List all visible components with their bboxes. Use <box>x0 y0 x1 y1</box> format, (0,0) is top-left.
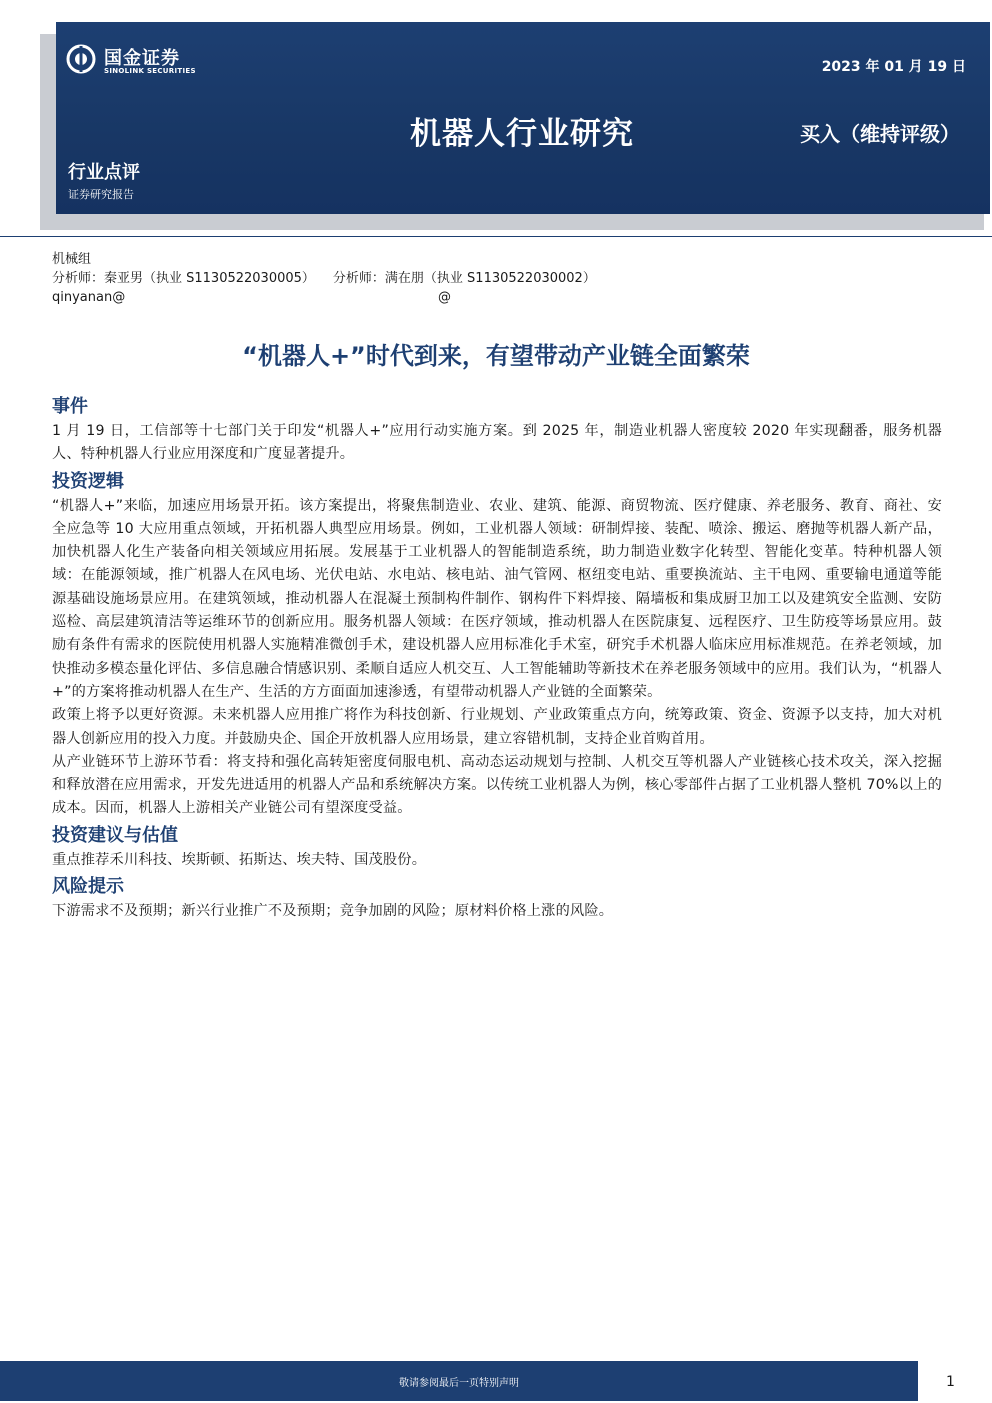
section-title: 风险提示 <box>52 876 124 898</box>
section-recommendation <box>52 823 942 872</box>
footer-disclaimer-notice: 敬请参阅最后一页特别声明 <box>399 1378 519 1389</box>
section-investment-logic <box>52 469 942 821</box>
investment-rating: 买入（维持评级） <box>800 122 960 146</box>
analyst-line <box>52 269 596 288</box>
analyst-email-2[interactable]: @ <box>438 290 451 305</box>
company-logo <box>66 44 216 80</box>
analyst-1: 分析师：秦亚男（执业 S1130522030005） <box>52 271 315 286</box>
report-title: 机器人行业研究 <box>410 116 634 152</box>
analyst-2: 分析师：满在朋（执业 S1130522030002） <box>332 271 596 286</box>
report-category: 行业点评 <box>68 162 140 183</box>
header-divider <box>0 236 992 237</box>
analyst-info <box>52 250 596 307</box>
section-title: 投资逻辑 <box>52 470 124 492</box>
section-title: 事件 <box>52 396 88 417</box>
paragraph: 从产业链环节上游环节看：将支持和强化高转矩密度伺服电机、高动态运动规划与控制、人机交互等机器人产业链核心技术攻关，深入挖掘和释放潜在应用需求，开发先进适用的机器人产品和系统解决方案。以传统工业机器人为例，核心零部件占据了工业机器人整机 70%以上的成本。因而，机器人上游相关产业链公司有望深度受益。 <box>52 753 942 817</box>
analyst-email-1[interactable]: qinyanan@ <box>52 290 126 305</box>
paragraph: 1 月 19 日，工信部等十七部门关于印发“机器人+”应用行动实施方案。到 2025 年，制造业机器人密度较 2020 年实现翻番，服务机器人、特种机器人行业应用深度和广度显著提升。 <box>52 423 942 463</box>
logo-english-name: SINOLINK SECURITIES <box>104 67 196 75</box>
report-headline: “机器人+”时代到来，有望带动产业链全面繁荣 <box>242 342 750 370</box>
paragraph: 政策上将予以更好资源。未来机器人应用推广将作为科技创新、行业规划、产业政策重点方向，统筹政策、资金、资源予以支持，加大对机器人创新应用的投入力度。并鼓励央企、国企开放机器人应用场景，建立容错机制，支持企业首购首用。 <box>52 707 942 747</box>
section-risks <box>52 874 942 923</box>
report-date: 2023 年 01 月 19 日 <box>821 59 966 75</box>
paragraph: 下游需求不及预期；新兴行业推广不及预期；竞争加剧的风险；原材料价格上涨的风险。 <box>52 903 614 920</box>
report-header-banner <box>56 22 990 214</box>
sinolink-logo-icon <box>66 44 96 74</box>
report-type: 证券研究报告 <box>68 188 134 201</box>
paragraph: “机器人+”来临，加速应用场景开拓。该方案提出，将聚焦制造业、农业、建筑、能源、商贸物流、医疗健康、养老服务、教育、商社、安全应急等 10 大应用重点领域，开拓机器人典型应用场景。例如，工业机器人领域：研制焊接、装配、喷涂、搬运、磨抛等机器人新产品，加快机器人化生产装备向相关领域应用拓展。发展基于工业机器人的智能制造系统，助力制造业数字化转型、智能化变革。特种机器人领域：在能源领域，推广机器人在风电场、光伏电站、水电站、核电站、油气管网、枢纽变电站、重要换流站、主干电网、重要输电通道等能源基础设施场景应用。在建筑领域，推动机器人在混凝土预制构件制作、钢构件下料焊接、隔墙板和集成厨卫加工以及建筑安全监测、安防巡检、高层建筑清洁等运维环节的创新应用。服务机器人领域：在医疗领域，推动机器人在医院康复、远程医疗、卫生防疫等场景应用。鼓励有条件有需求的医院使用机器人实施精准微创手术，建设机器人应用标准化手术室，研究手术机器人临床应用标准规范。在养老领域，加快推动多模态量化评估、多信息融合情感识别、柔顺自适应人机交互、人工智能辅助等新技术在养老服务领域中的应用。我们认为，“机器人+”的方案将推动机器人在生产、生活的方方面面加速渗透，有望带动机器人产业链的全面繁荣。 <box>52 497 942 700</box>
section-event <box>52 394 942 467</box>
section-title: 投资建议与估值 <box>52 824 178 846</box>
paragraph: 重点推荐禾川科技、埃斯顿、拓斯达、埃夫特、国茂股份。 <box>52 851 427 868</box>
research-group: 机械组 <box>52 252 92 267</box>
page-number: 1 <box>946 1374 955 1390</box>
logo-chinese-name: 国金证券 <box>104 48 180 69</box>
report-body <box>52 394 942 925</box>
